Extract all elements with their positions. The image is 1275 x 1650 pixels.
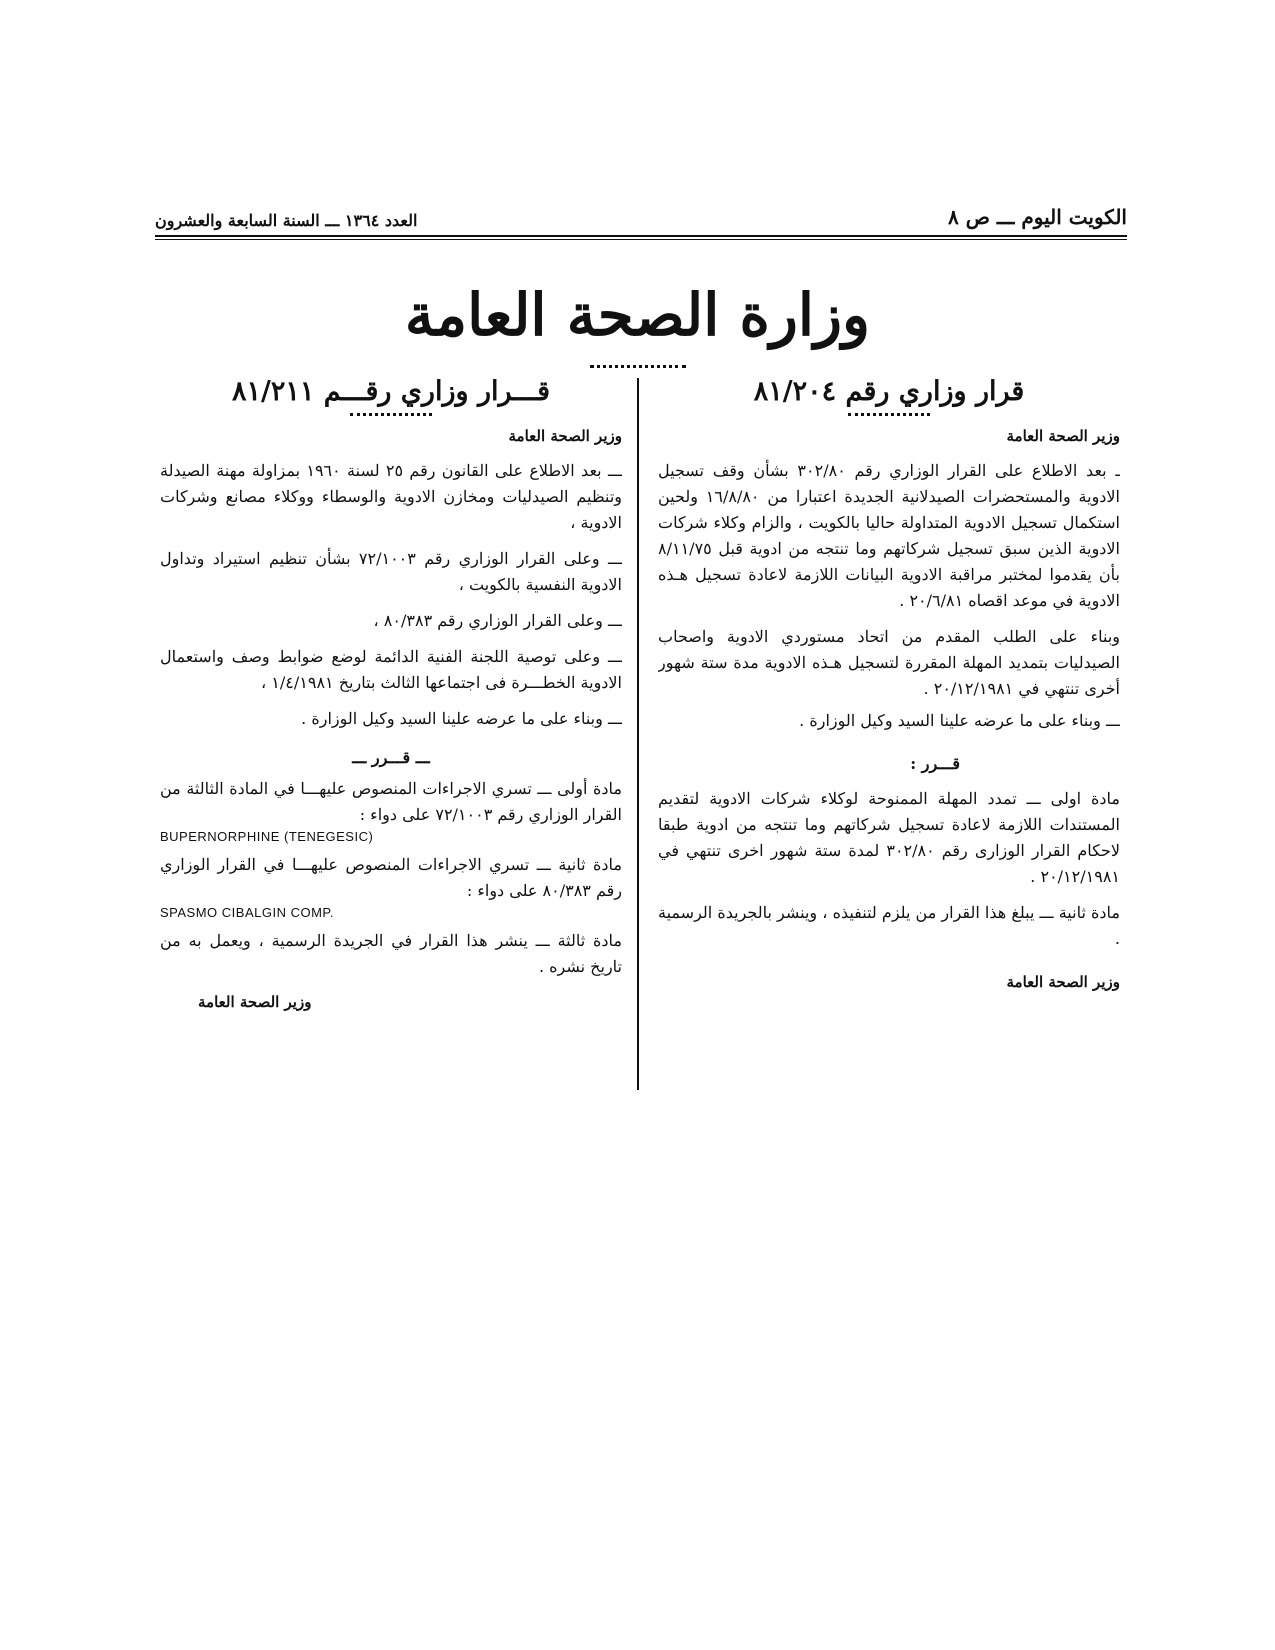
header-issue-year: العدد ١٣٦٤ ـــ السنة السابعة والعشرون: [155, 211, 418, 230]
page-header: [155, 205, 1127, 237]
decree-211-article-3: مادة ثالثة ـــ ينشر هذا القرار في الجريدة الرسمية ، ويعمل به من تاريخ نشره .: [160, 931, 622, 976]
decree-204-column: [658, 375, 1120, 1095]
decree-204-title: قرار وزاري رقم ٨١/٢٠٤: [753, 376, 1025, 407]
decree-211-article-2: مادة ثانية ـــ تسري الاجراءات المنصوص عليهـــا في القرار الوزاري رقم ٨٠/٣٨٣ على دواء :: [160, 855, 622, 900]
decree-211-preamble-5: ـــ وبناء على ما عرضه علينا السيد وكيل الوزارة .: [301, 709, 622, 728]
decree-204-preamble-2: وبناء على الطلب المقدم من اتحاد مستوردي الادوية واصحاب الصيدليات بتمديد المهلة المقررة لتسجيل هـذه الادوية مدة ستة شهور أخرى تنتهي في ٢٠/١٢/١٩٨١ .: [658, 627, 1120, 698]
decree-211-drug-2: SPASMO CIBALGIN COMP.: [160, 905, 335, 920]
header-publication-page: الكويت اليوم ـــ ص ٨: [948, 205, 1127, 229]
ministry-title-underline: [590, 365, 686, 368]
decree-211-article-1: مادة أولى ـــ تسري الاجراءات المنصوص عليهـــا في المادة الثالثة من القرار الوزاري رقم ٧٢/١٠٠٣ على دواء :: [160, 779, 622, 824]
decree-211-preamble-1: ـــ بعد الاطلاع على القانون رقم ٢٥ لسنة ١٩٦٠ بمزاولة مهنة الصيدلة وتنظيم الصيدليات ومخازن الادوية والوسطاء ووكلاء مصانع وشركات الادوية ،: [160, 461, 622, 532]
decree-204-minister-label: وزير الصحة العامة: [1006, 427, 1120, 445]
decree-211-preamble-3: ـــ وعلى القرار الوزاري رقم ٨٠/٣٨٣ ،: [373, 611, 622, 630]
ministry-title: وزارة الصحة العامة: [404, 281, 871, 349]
decree-211-signature: وزير الصحة العامة: [198, 993, 312, 1011]
decree-204-preamble-1: ـ بعد الاطلاع على القرار الوزاري رقم ٣٠٢/٨٠ بشأن وقف تسجيل الادوية والمستحضرات الصيدلانية الجديدة اعتبارا من ١٦/٨/٨٠ ولحين استكمال تسجيل الادوية المتداولة حاليا بالكويت ، والزام وكلاء شركات الادوية الذين سبق تسجيل شركاتهم وما تنتجه من ادوية قبل ٨/١١/٧٥ بأن يقدموا لمختبر مراقبة الادوية البيانات اللازمة لاعادة تسجيل هـذه الادوية في موعد اقصاه ٢٠/٦/٨١ .: [658, 461, 1120, 610]
decree-211-title-underline: [350, 413, 432, 416]
decree-211-preamble-4: ـــ وعلى توصية اللجنة الفنية الدائمة لوضع ضوابط وصف واستعمال الادوية الخطـــرة فى اجتماعها الثالث بتاريخ ١/٤/١٩٨١ ،: [160, 647, 622, 692]
header-underline: [155, 239, 1127, 240]
decree-204-qarar-heading: قـــرر :: [910, 754, 960, 773]
decree-211-minister-label: وزير الصحة العامة: [508, 427, 622, 445]
decree-204-preamble-3: ـــ وبناء على ما عرضه علينا السيد وكيل الوزارة .: [799, 711, 1120, 730]
column-divider: [637, 378, 639, 1090]
decree-204-article-1: مادة اولى ـــ تمدد المهلة الممنوحة لوكلاء شركات الادوية لتقديم المستندات اللازمة لاعادة تسجيل شركاتهم وما تنتجه من ادوية طبقا لاحكام القرار الوزارى رقم ٣٠٢/٨٠ لمدة ستة شهور اخرى تنتهي في ٢٠/١٢/١٩٨١ .: [658, 789, 1120, 886]
decree-211-title: قـــرار وزاري رقـــم ٨١/٢١١: [231, 376, 551, 407]
decree-204-title-underline: [848, 413, 930, 416]
decree-211-preamble-2: ـــ وعلى القرار الوزاري رقم ٧٢/١٠٠٣ بشأن تنظيم استيراد وتداول الادوية النفسية بالكويت ،: [160, 549, 622, 594]
decree-204-article-2: مادة ثانية ـــ يبلغ هذا القرار من يلزم لتنفيذه ، وينشر بالجريدة الرسمية .: [658, 903, 1120, 948]
decree-211-qarar-heading: ـــ قـــرر ـــ: [352, 748, 430, 767]
decree-204-signature: وزير الصحة العامة: [1006, 973, 1120, 991]
decree-211-drug-1: BUPERNORPHINE (TENEGESIC): [160, 829, 374, 844]
decree-211-column: [160, 375, 622, 1095]
